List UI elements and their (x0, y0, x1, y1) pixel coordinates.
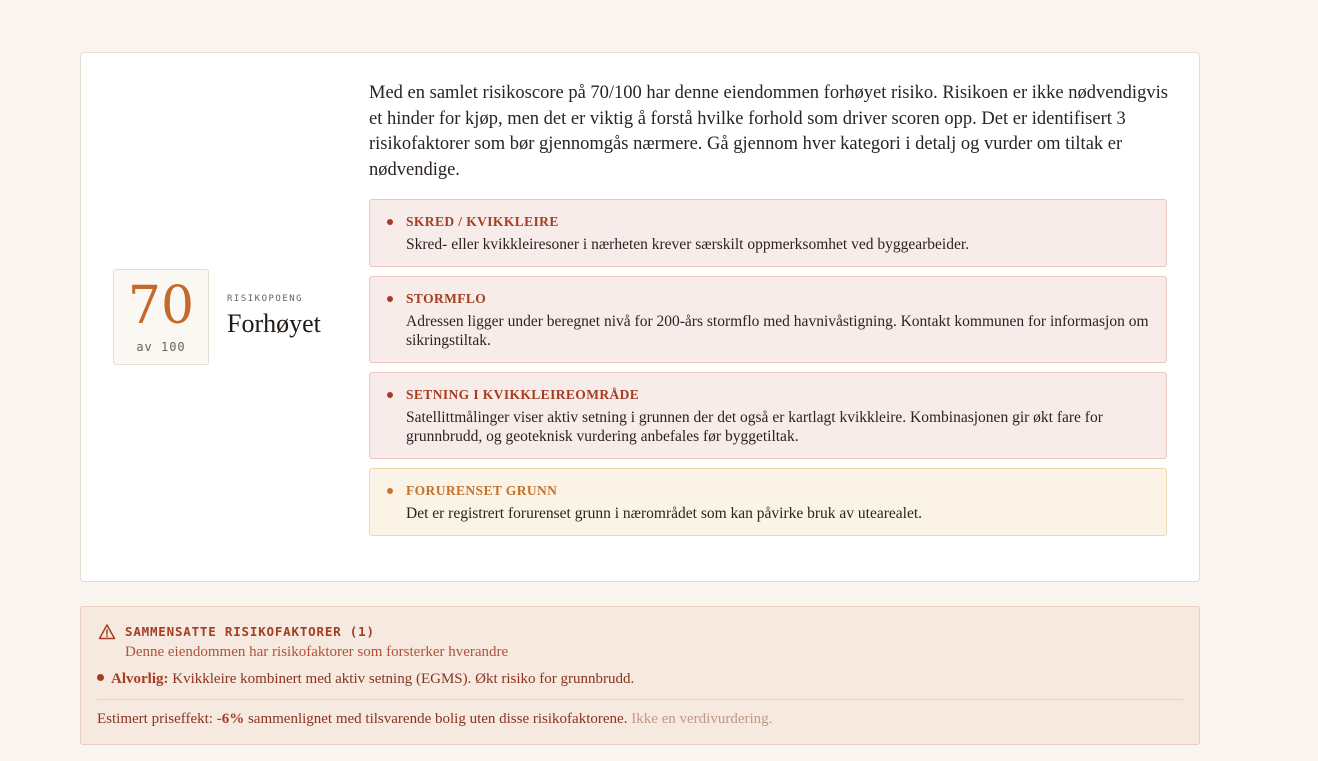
combined-risk-subtitle: Denne eiendommen har risikofaktorer som forsterker hverandre (125, 644, 509, 660)
combined-risk-title: SAMMENSATTE RISIKOFAKTORER (1) (125, 624, 375, 639)
price-effect-text: sammenlignet med tilsvarende bolig uten disse risikofaktorene. (247, 711, 628, 727)
risk-factor-description: Det er registrert forurenset grunn i nærområdet som kan påvirke bruk av utearealet. (406, 505, 923, 522)
risk-factor-title: SETNING I KVIKKLEIREOMRÅDE (406, 387, 640, 402)
risk-factor-description: Adressen ligger under beregnet nivå for 200-års stormflo med havnivåstigning. Kontakt kommunen for informasjon om sikringstiltak. (406, 313, 1149, 349)
risk-factor-list (369, 199, 1167, 545)
risk-factor-title: FORURENSET GRUNN (406, 483, 558, 498)
score-max: av 100 (136, 340, 186, 354)
combined-risk-text: Kvikkleire kombinert med aktiv setning (EGMS). Økt risiko for grunnbrudd. (172, 671, 635, 687)
combined-risk-item (97, 671, 634, 688)
severity-dot-icon (387, 296, 393, 302)
price-effect-value: -6% (216, 711, 245, 727)
score-badge (113, 269, 209, 365)
risk-factor-item (369, 372, 1167, 459)
risk-factor-item (369, 468, 1167, 536)
risk-factor-description: Skred- eller kvikkleiresoner i nærheten krever særskilt oppmerksomhet ved byggearbeider. (406, 236, 970, 253)
risk-score-card (80, 52, 1200, 582)
score-value: 70 (127, 276, 195, 336)
price-effect-disclaimer: Ikke en verdivurdering. (631, 711, 773, 727)
price-effect (97, 711, 772, 728)
severity-dot-icon (97, 674, 104, 681)
risk-factor-title: SKRED / KVIKKLEIRE (406, 214, 559, 229)
severity-dot-icon (387, 219, 393, 225)
risk-factor-description: Satellittmålinger viser aktiv setning i grunnen der det også er kartlagt kvikkleire. Kombinasjonen gir økt fare for grunnbrudd, og geoteknisk vurdering anbefales før byggetiltak. (406, 409, 1103, 445)
score-label: RISIKOPOENG (227, 294, 304, 304)
severity-dot-icon (387, 488, 393, 494)
warning-triangle-icon (98, 623, 116, 641)
combined-risk-severity: Alvorlig: (111, 671, 169, 687)
risk-factor-item (369, 276, 1167, 363)
risk-summary: Med en samlet risikoscore på 70/100 har denne eiendommen forhøyet risiko. Risikoen er ikke nødvendigvis et hinder for kjøp, men det er viktig å forstå hvilke forhold som driver scoren opp. Det er identifisert 3 risikofaktorer som bør gjennomgås nærmere. Gå gjennom hver kategori i detalj og vurder om tiltak er nødvendige. (369, 83, 1168, 180)
divider (97, 699, 1183, 700)
risk-factor-item (369, 199, 1167, 267)
price-effect-label: Estimert priseffekt: (97, 711, 213, 727)
score-level: Forhøyet (227, 309, 321, 338)
risk-factor-title: STORMFLO (406, 291, 487, 306)
combined-risk-panel (80, 606, 1200, 745)
severity-dot-icon (387, 392, 393, 398)
